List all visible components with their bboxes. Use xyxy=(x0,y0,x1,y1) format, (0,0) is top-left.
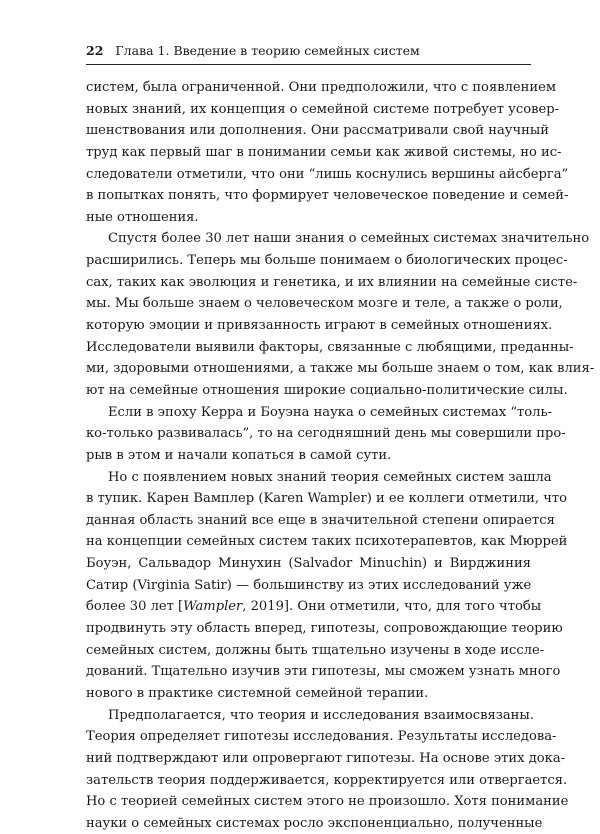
body-text xyxy=(86,77,595,834)
text-line: на концепции семейных систем таких психотерапевтов, как Мюррей xyxy=(86,534,568,550)
text-line: шенствования или дополнения. Они рассматривали свой научный xyxy=(86,123,550,139)
text-line: Теория определяет гипотезы исследования. Результаты исследова- xyxy=(86,729,557,745)
text-line: данная область знаний все еще в значительной степени опирается xyxy=(86,512,555,528)
paragraph xyxy=(86,705,569,834)
text-line: дований. Тщательно изучив эти гипотезы, мы сможем узнать много xyxy=(86,664,561,680)
running-header xyxy=(86,40,531,65)
text-line: ко-только развивалась”, то на сегодняшний день мы совершили про- xyxy=(86,426,566,442)
text-line: в тупик. Карен Вамплер (Karen Wampler) и ее коллеги отметили, что xyxy=(86,491,567,507)
text-line: Сатир (Virginia Satir) — большинству из этих исследований уже xyxy=(86,577,532,593)
text-run: , 2019]. Они отметили, что, для того чтобы xyxy=(242,599,542,615)
text-line: зательств теория поддерживается, корректируется или отвергается. xyxy=(86,772,568,788)
paragraph xyxy=(86,228,595,401)
text-line: Но с теорией семейных систем этого не произошло. Хотя понимание xyxy=(86,794,569,810)
text-line: Боуэн, Сальвадор Минухин (Salvador Minuchin) и Вирджиния xyxy=(86,556,531,572)
text-line: систем, была ограниченной. Они предположили, что с появлением xyxy=(86,80,557,95)
text-line: нового в практике системной семейной терапии. xyxy=(86,685,429,701)
text-line: новых знаний, их концепция о семейной системе потребует усовер- xyxy=(86,101,560,117)
text-line: которую эмоции и привязанность играют в семейных отношениях. xyxy=(86,318,553,334)
text-line: Если в эпоху Керра и Боуэна наука о семейных системах “толь- xyxy=(108,404,553,420)
text-line: Спустя более 30 лет наши знания о семейных системах значительно xyxy=(108,231,590,247)
text-line xyxy=(86,596,542,618)
text-line: ные отношения. xyxy=(86,209,199,225)
text-line: Но с появлением новых знаний теория семейных систем зашла xyxy=(108,469,552,485)
text-line: ют на семейные отношения широкие социально-политические силы. xyxy=(86,382,568,398)
text-line: продвинуть эту область вперед, гипотезы, сопровождающие теорию xyxy=(86,621,563,637)
text-line: ний подтверждают или опровергают гипотезы. На основе этих дока- xyxy=(86,750,566,766)
paragraph xyxy=(86,402,566,467)
text-line: науки о семейных системах росло экспоненциально, полученные xyxy=(86,815,543,831)
text-line: рыв в этом и начали копаться в самой сути. xyxy=(86,447,392,463)
text-line: семейных систем, должны быть тщательно изучены в ходе иссле- xyxy=(86,642,545,658)
paragraph xyxy=(86,77,569,228)
citation-author: Wampler xyxy=(183,599,243,615)
page-number: 22 xyxy=(86,43,104,58)
text-line: мы. Мы больше знаем о человеческом мозге и теле, а также о роли, xyxy=(86,296,563,312)
chapter-title: Глава 1. Введение в теорию семейных систем xyxy=(115,43,420,58)
text-line: труд как первый шаг в понимании семьи как живой системы, но ис- xyxy=(86,144,562,160)
text-line: Предполагается, что теория и исследования взаимосвязаны. xyxy=(108,707,534,723)
paragraph xyxy=(86,467,568,705)
text-line: сах, таких как эволюция и генетика, и их влиянии на семейные систе- xyxy=(86,274,578,290)
text-line: расширились. Теперь мы больше понимаем о биологических процес- xyxy=(86,253,568,269)
text-line: ми, здоровыми отношениями, а также мы больше знаем о том, как влия- xyxy=(86,361,595,377)
text-line: следователи отметили, что они “лишь коснулись вершины айсберга” xyxy=(86,166,569,182)
text-line: в попытках понять, что формирует человеческое поведение и семей- xyxy=(86,188,569,204)
text-line: Исследователи выявили факторы, связанные с любящими, преданны- xyxy=(86,339,574,355)
text-run: более 30 лет [ xyxy=(86,599,184,615)
